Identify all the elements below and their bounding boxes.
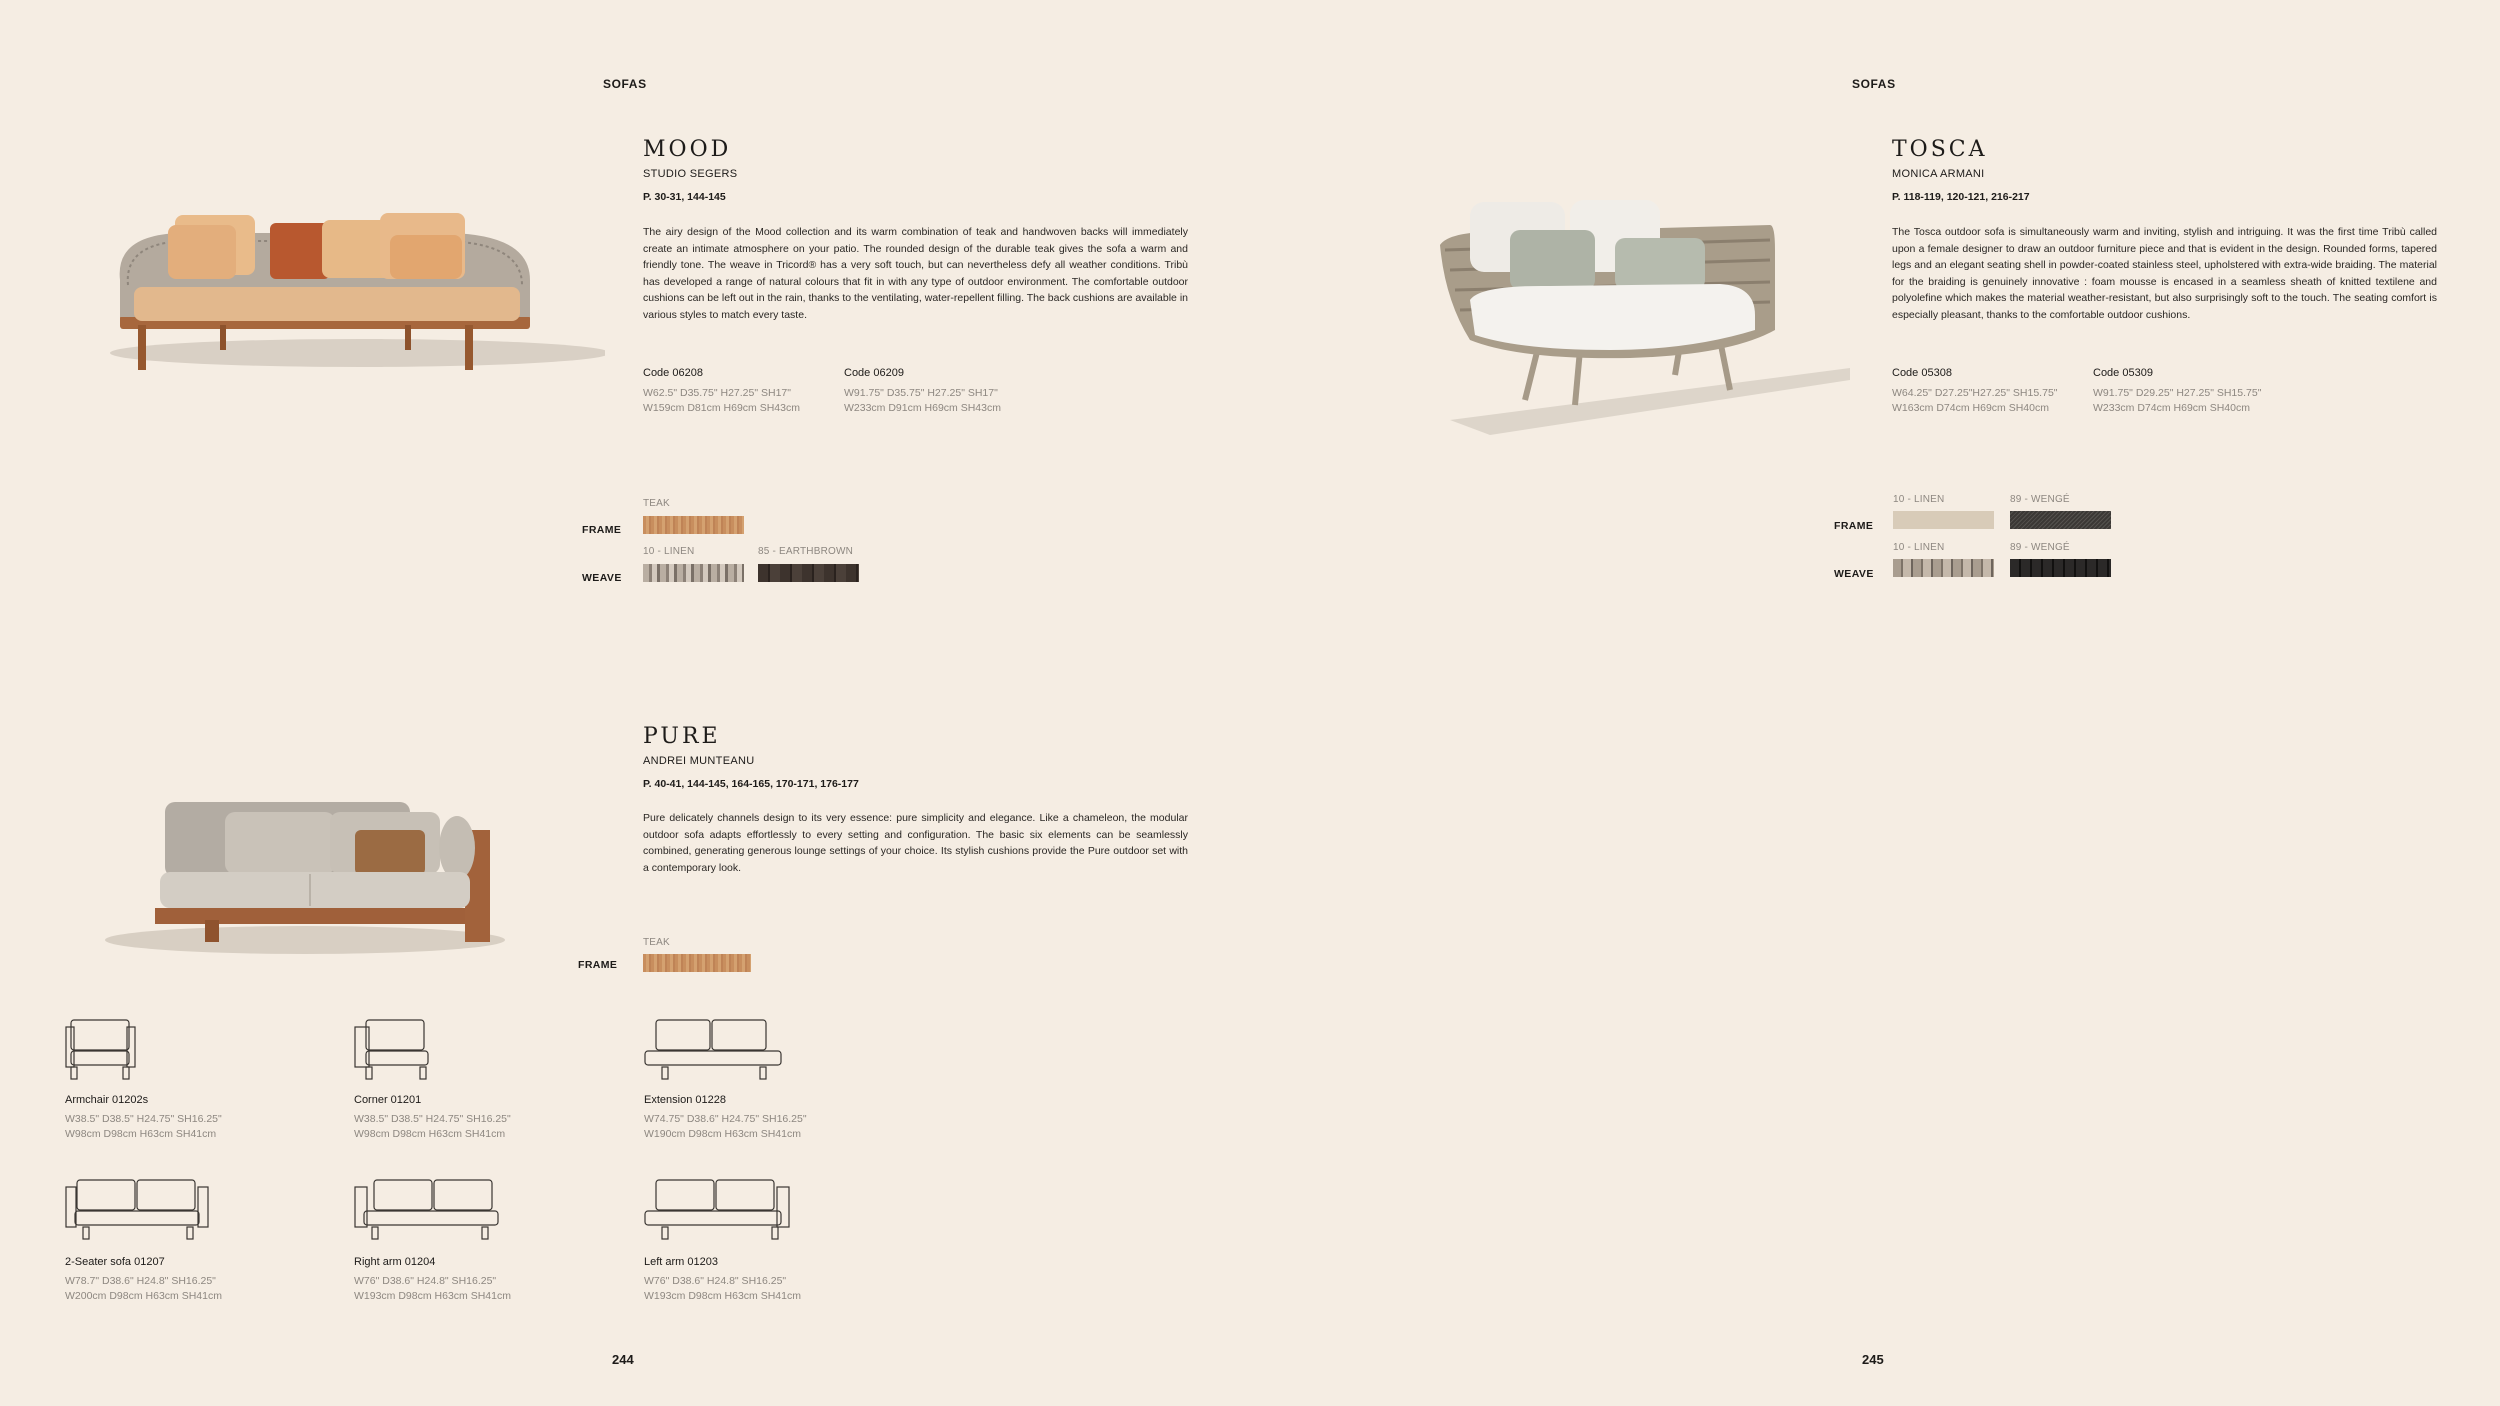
- module-name: Corner 01201: [354, 1094, 422, 1106]
- module-corner: [354, 1094, 511, 1142]
- dims-cm: W200cm D98cm H63cm SH41cm: [65, 1290, 222, 1302]
- module-extension: [644, 1094, 807, 1142]
- tosca-linen-weave-swatch: [1893, 559, 1994, 577]
- dims-cm: W163cm D74cm H69cm SH40cm: [1892, 402, 2049, 414]
- module-two-seater: [65, 1256, 222, 1304]
- mood-earthbrown-weave-swatch: [758, 564, 859, 582]
- code-label: Code 05308: [1892, 367, 1952, 379]
- tosca-designer: MONICA ARMANI: [1892, 168, 1985, 180]
- tosca-description: The Tosca outdoor sofa is simultaneously warm and inviting, stylish and intriguing. It was the first time Tribù called upon a female designer to draw an outdoor furniture piece and that is evident in the design. Rounded forms, tapered legs and an elegant seating shell in powder-coated stainless steel, upholstered with extra-wide braiding. The material for the braiding is genuinely innovative : foam mousse is encased in a seamless sheath of knitted textilene and polyolefine which makes the material weather-resistant, but also surprisingly soft to the touch. The seating comfort is especially pleasant, thanks to the comfortable outdoor cushions.: [1892, 226, 2437, 321]
- mood-frame-swatch-label: TEAK: [643, 498, 670, 509]
- tosca-code-1: [1892, 367, 2058, 416]
- mood-code-1: [643, 367, 800, 416]
- module-left-arm: [644, 1256, 801, 1304]
- tosca-code-2: [2093, 367, 2261, 416]
- right-arm-drawing: [352, 1175, 502, 1243]
- mood-weave-label: WEAVE: [582, 572, 622, 584]
- mood-page-refs: P. 30-31, 144-145: [643, 191, 726, 203]
- tosca-frame-label: FRAME: [1834, 520, 1874, 532]
- tosca-weave-swatch-label-2: 89 - WENGÉ: [2010, 542, 2070, 553]
- dims-inches: W64.25" D27.25"H27.25" SH15.75": [1892, 387, 2058, 399]
- mood-code-2: [844, 367, 1001, 416]
- mood-linen-weave-swatch: [643, 564, 744, 582]
- tosca-sofa-image: [1430, 190, 1870, 440]
- mood-description: The airy design of the Mood collection and its warm combination of teak and handwoven backs will immediately create an intimate atmosphere on your patio. The rounded design of the durable teak gives the sofa a warm and friendly tone. The weave in Tricord® has a very soft touch, but can nevertheless defy all weather conditions. Tribù has developed a range of natural colours that fit in with any type of outdoor environment. The comfortable outdoor cushions can be left out in the rain, thanks to the ventilating, water-repellent filling. The back cushions are available in various styles to match every taste.: [643, 226, 1188, 321]
- dims-inches: W76" D38.6" H24.8" SH16.25": [644, 1275, 787, 1287]
- code-label: Code 05309: [2093, 367, 2153, 379]
- dims-inches: W74.75" D38.6" H24.75" SH16.25": [644, 1113, 807, 1125]
- two-seater-drawing: [63, 1175, 218, 1243]
- pure-frame-swatch-label: TEAK: [643, 937, 670, 948]
- dims-cm: W98cm D98cm H63cm SH41cm: [65, 1128, 217, 1140]
- code-label: Code 06208: [643, 367, 703, 379]
- dims-cm: W98cm D98cm H63cm SH41cm: [354, 1128, 506, 1140]
- mood-designer: STUDIO SEGERS: [643, 168, 738, 180]
- mood-title: MOOD: [643, 137, 732, 162]
- module-name: Left arm 01203: [644, 1256, 718, 1268]
- mood-sofa-image: [60, 195, 605, 380]
- page-number-right: 245: [1862, 1352, 1884, 1367]
- tosca-frame-swatch-label-2: 89 - WENGÉ: [2010, 494, 2070, 505]
- pure-frame-label: FRAME: [578, 959, 618, 971]
- dims-inches: W91.75" D35.75" H27.25" SH17": [844, 387, 998, 399]
- dims-inches: W91.75" D29.25" H27.25" SH15.75": [2093, 387, 2262, 399]
- tosca-wenge-frame-swatch: [2010, 511, 2111, 529]
- left-arm-drawing: [642, 1175, 792, 1243]
- dims-cm: W233cm D91cm H69cm SH43cm: [844, 402, 1001, 414]
- tosca-wenge-weave-swatch: [2010, 559, 2111, 577]
- tosca-title: TOSCA: [1892, 137, 1988, 162]
- dims-cm: W190cm D98cm H63cm SH41cm: [644, 1128, 801, 1140]
- module-name: 2-Seater sofa 01207: [65, 1256, 165, 1268]
- tosca-linen-frame-swatch: [1893, 511, 1994, 529]
- dims-inches: W78.7" D38.6" H24.8" SH16.25": [65, 1275, 216, 1287]
- mood-frame-label: FRAME: [582, 524, 622, 536]
- tosca-weave-label: WEAVE: [1834, 568, 1874, 580]
- module-name: Extension 01228: [644, 1094, 726, 1106]
- corner-drawing: [352, 1015, 432, 1083]
- module-name: Armchair 01202s: [65, 1094, 149, 1106]
- dims-inches: W38.5" D38.5" H24.75" SH16.25": [354, 1113, 511, 1125]
- mood-weave-swatch-label-2: 85 - EARTHBROWN: [758, 546, 854, 557]
- mood-weave-swatch-label-1: 10 - LINEN: [643, 546, 695, 557]
- page-number-left: 244: [612, 1352, 634, 1367]
- tosca-page-refs: P. 118-119, 120-121, 216-217: [1892, 191, 2030, 203]
- armchair-drawing: [63, 1015, 143, 1083]
- dims-inches: W76" D38.6" H24.8" SH16.25": [354, 1275, 497, 1287]
- extension-drawing: [642, 1015, 787, 1083]
- dims-inches: W62.5" D35.75" H27.25" SH17": [643, 387, 791, 399]
- dims-cm: W159cm D81cm H69cm SH43cm: [643, 402, 800, 414]
- section-label-left: SOFAS: [603, 77, 647, 91]
- section-label-right: SOFAS: [1852, 77, 1896, 91]
- pure-designer: ANDREI MUNTEANU: [643, 755, 755, 767]
- module-name: Right arm 01204: [354, 1256, 436, 1268]
- pure-teak-swatch: [643, 954, 751, 972]
- pure-sofa-image: [85, 790, 505, 970]
- pure-page-refs: P. 40-41, 144-145, 164-165, 170-171, 176-177: [643, 778, 859, 790]
- module-armchair: [65, 1094, 222, 1142]
- module-right-arm: [354, 1256, 511, 1304]
- tosca-weave-swatch-label-1: 10 - LINEN: [1893, 542, 1945, 553]
- dims-cm: W193cm D98cm H63cm SH41cm: [354, 1290, 511, 1302]
- dims-cm: W193cm D98cm H63cm SH41cm: [644, 1290, 801, 1302]
- mood-teak-swatch: [643, 516, 744, 534]
- pure-description: Pure delicately channels design to its very essence: pure simplicity and elegance. Like a chameleon, the modular outdoor sofa adapts effortlessly to every setting and configuration. The basic six elements can be seamlessly combined, generating generous lounge settings of your choice. Its stylish cushions provide the Pure outdoor set with a contemporary look.: [643, 812, 1188, 874]
- dims-inches: W38.5" D38.5" H24.75" SH16.25": [65, 1113, 222, 1125]
- dims-cm: W233cm D74cm H69cm SH40cm: [2093, 402, 2250, 414]
- code-label: Code 06209: [844, 367, 904, 379]
- pure-title: PURE: [643, 724, 721, 749]
- tosca-frame-swatch-label-1: 10 - LINEN: [1893, 494, 1945, 505]
